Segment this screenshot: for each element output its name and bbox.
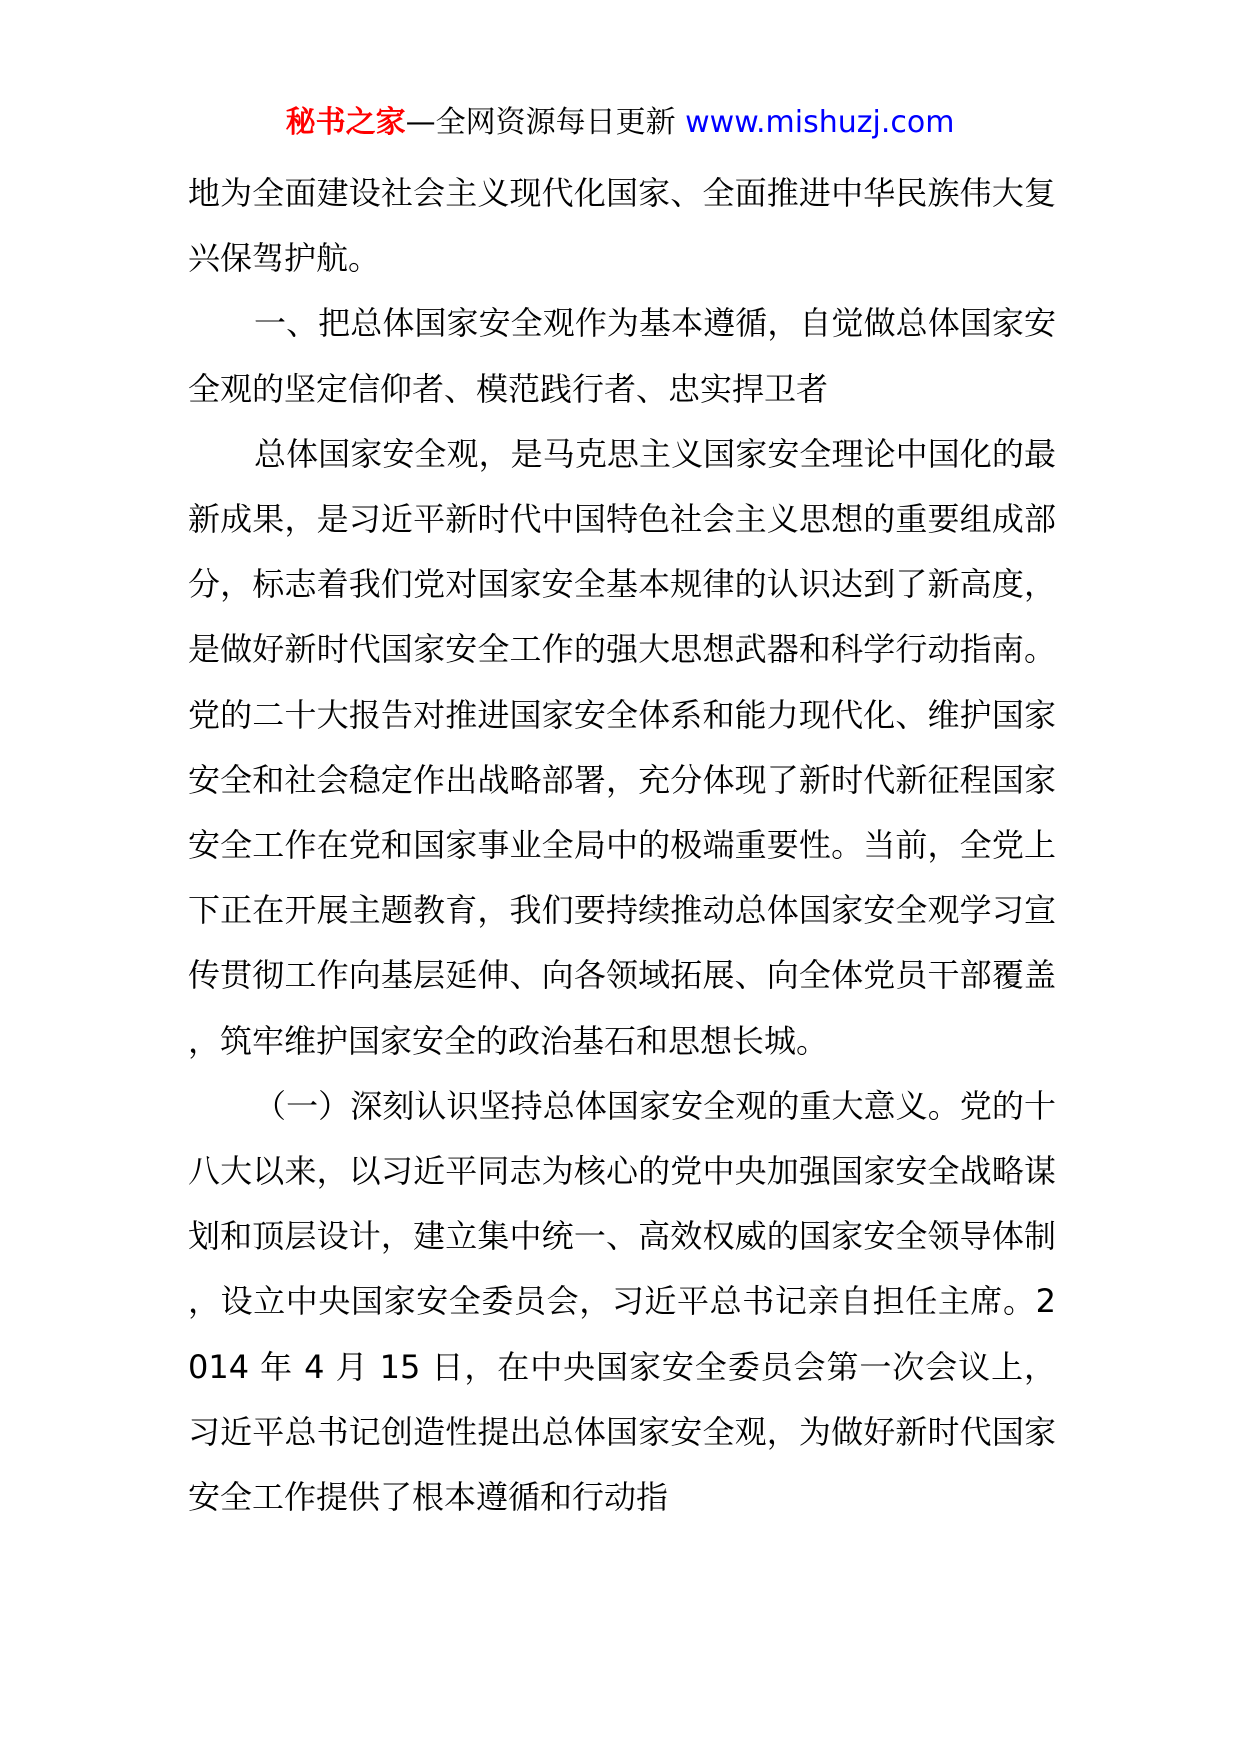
header-tagline: —全网资源每日更新	[405, 105, 686, 140]
paragraph-continuation: 地为全面建设社会主义现代化国家、全面推进中华民族伟大复兴保驾护航。	[188, 174, 1056, 278]
header-brand: 秘书之家	[285, 105, 406, 140]
document-body	[188, 161, 1056, 1530]
paragraph: （一）深刻认识坚持总体国家安全观的重大意义。党的十八大以来，以习近平同志为核心的党中央加强国家安全战略谋划和顶层设计，建立集中统一、高效权威的国家安全领导体制，设立中央国家安全委员会，习近平总书记亲自担任主席。2014 年 4 月 15 日，在中央国家安全委员会第一次会议上，习近平总书记创造性提出总体国家安全观，为做好新时代国家安全工作提供了根本遵循和行动指	[188, 1086, 1056, 1517]
paragraph: 总体国家安全观，是马克思主义国家安全理论中国化的最新成果，是习近平新时代中国特色社会主义思想的重要组成部分，标志着我们党对国家安全基本规律的认识达到了新高度，是做好新时代国家安全工作的强大思想武器和科学行动指南。党的二十大报告对推进国家安全体系和能力现代化、维护国家安全和社会稳定作出战略部署，充分体现了新时代新征程国家安全工作在党和国家事业全局中的极端重要性。当前，全党上下正在开展主题教育，我们要持续推动总体国家安全观学习宣传贯彻工作向基层延伸、向各领域拓展、向全体党员干部覆盖，筑牢维护国家安全的政治基石和思想长城。	[188, 434, 1056, 1060]
page-header	[0, 101, 1240, 145]
header-url-link[interactable]: www.mishuzj.com	[685, 105, 955, 140]
section-heading: 一、把总体国家安全观作为基本遵循，自觉做总体国家安全观的坚定信仰者、模范践行者、忠实捍卫者	[188, 304, 1056, 408]
